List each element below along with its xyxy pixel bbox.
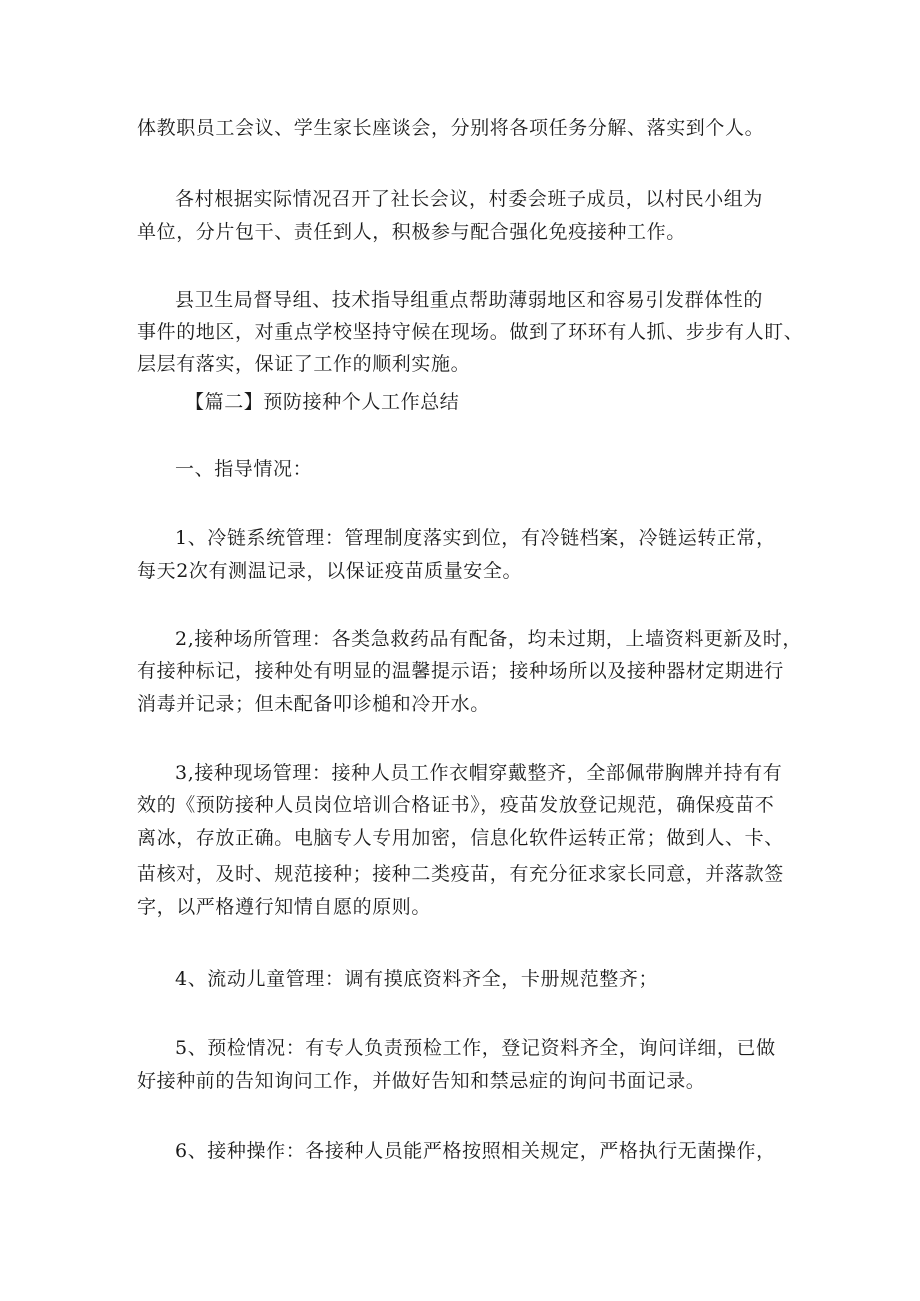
paragraph-line: 效的《预防接种人员岗位培训合格证书》，疫苗发放登记规范，确保疫苗不	[137, 794, 775, 816]
paragraph-line: 3,接种现场管理：接种人员工作衣帽穿戴整齐，全部佩带胸牌并持有有	[175, 762, 783, 784]
paragraph-line: 好接种前的告知询问工作，并做好告知和禁忌症的询问书面记录。	[137, 1070, 706, 1092]
paragraph-line: 消毒并记录；但未配备叩诊槌和冷开水。	[137, 693, 490, 715]
paragraph-line: 2,接种场所管理：各类急救药品有配备，均未过期，上墙资料更新及时，	[175, 628, 802, 650]
paragraph-line: 事件的地区，对重点学校坚持守候在现场。做到了环环有人抓、步步有人盯、	[137, 321, 804, 343]
paragraph-line: 4、流动儿童管理：调有摸底资料齐全，卡册规范整齐；	[175, 968, 659, 990]
paragraph-line: 县卫生局督导组、技术指导组重点帮助薄弱地区和容易引发群体性的	[175, 289, 764, 311]
paragraph-line: 每天2次有测温记录，以保证疫苗质量安全。	[137, 560, 523, 582]
paragraph-line: 层层有落实，保证了工作的顺利实施。	[137, 353, 471, 375]
paragraph-line: 1、冷链系统管理：管理制度落实到位，有冷链档案，冷链运转正常，	[175, 527, 776, 549]
section-heading: 一、指导情况：	[175, 458, 313, 480]
paragraph-line: 字，以严格遵行知情自愿的原则。	[137, 896, 432, 918]
paragraph-line: 体教职员工会议、学生家长座谈会，分别将各项任务分解、落实到个人。	[137, 117, 765, 139]
paragraph-line: 离冰，存放正确。电脑专人专用加密，信息化软件运转正常；做到人、卡、	[137, 827, 784, 849]
paragraph-line: 6、接种操作：各接种人员能严格按照相关规定，严格执行无菌操作，	[175, 1140, 776, 1162]
paragraph-line: 有接种标记，接种处有明显的温馨提示语；接种场所以及接种器材定期进行	[137, 660, 784, 682]
section-title: 【篇二】预防接种个人工作总结	[185, 391, 460, 413]
paragraph-line: 各村根据实际情况召开了社长会议，村委会班子成员，以村民小组为	[175, 188, 764, 210]
paragraph-line: 单位，分片包干、责任到人，积极参与配合强化免疫接种工作。	[137, 221, 686, 243]
paragraph-line: 苗核对，及时、规范接种；接种二类疫苗，有充分征求家长同意，并落款签	[137, 863, 784, 885]
paragraph-line: 5、预检情况：有专人负责预检工作，登记资料齐全，询问详细，已做	[175, 1037, 776, 1059]
